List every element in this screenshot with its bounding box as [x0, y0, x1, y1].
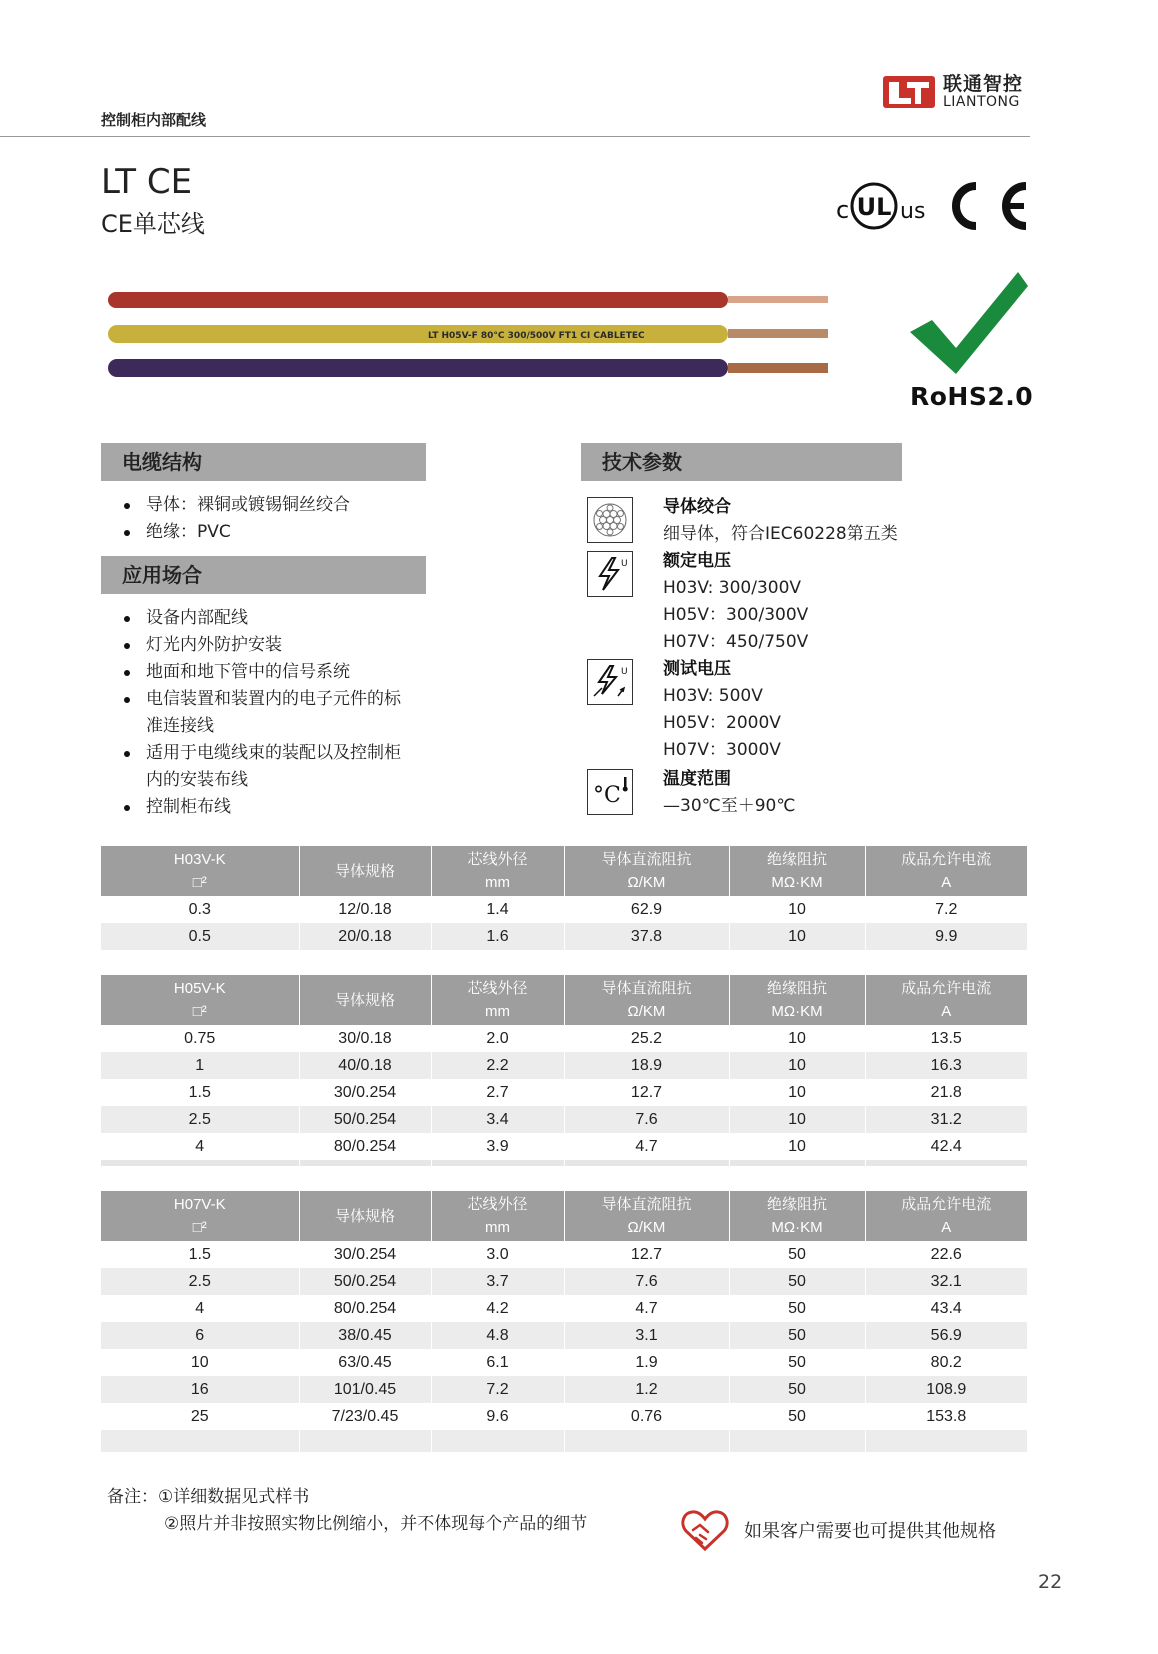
table-row — [101, 896, 1027, 923]
table-header-row — [101, 1191, 1027, 1241]
header-cell-insulation: 绝缘阻抗 MΩ·KM — [729, 1191, 865, 1241]
structure-heading: 电缆结构 — [101, 443, 426, 481]
table-cell: 50 — [729, 1268, 865, 1295]
table-row — [101, 1079, 1027, 1106]
application-item: 适用于电缆线束的装配以及控制柜 内的安装布线 — [122, 740, 401, 794]
cert-c-text: c — [836, 196, 850, 224]
tech-heading: 技术参数 — [581, 443, 902, 481]
table-cell: 3.0 — [431, 1241, 564, 1268]
table-cell: 0.5 — [101, 923, 299, 950]
table-cell: 12.7 — [564, 1079, 729, 1106]
table-row — [101, 1376, 1027, 1403]
table-cell: 10 — [729, 1106, 865, 1133]
section-title: 控制柜内部配线 — [101, 111, 207, 129]
table-cell: 2.5 — [101, 1106, 299, 1133]
table-cell: 42.4 — [865, 1133, 1027, 1160]
table-cell: 40/0.18 — [299, 1052, 431, 1079]
applications-heading: 应用场合 — [101, 556, 426, 594]
table-cell: 1.5 — [188, 1083, 211, 1101]
table-row — [101, 1133, 1027, 1160]
table-cell: 7.2 — [865, 896, 1027, 923]
table-cell: 3.1 — [564, 1322, 729, 1349]
liantong-logo-icon — [883, 74, 935, 110]
table-cell: 56.9 — [865, 1322, 1027, 1349]
cert-us-text: us — [900, 199, 926, 224]
header-cell-resistance: 导体直流阻抗 Ω/KM — [564, 846, 729, 896]
param-value: 细导体，符合IEC60228第五类 — [663, 524, 898, 544]
table-cell — [729, 1160, 865, 1166]
svg-text:U: U — [621, 667, 628, 677]
table-cell: 4 — [195, 1137, 205, 1155]
param-title: 额定电压 — [663, 551, 731, 571]
table-cell: 153.8 — [865, 1403, 1027, 1430]
cable-print-text: LT H05V-F 80°C 300/500V FT1 CI CABLETEC — [428, 331, 645, 341]
table-cell: 4.7 — [564, 1295, 729, 1322]
table-row — [101, 1295, 1027, 1322]
header-cell-conductor: 导体规格 — [299, 846, 431, 896]
table-cell: 30/0.18 — [299, 1025, 431, 1052]
table-cell: 43.4 — [865, 1295, 1027, 1322]
handshake-heart-icon — [680, 1505, 730, 1555]
contact-text: 如果客户需要也可提供其他规格 — [744, 1521, 996, 1542]
table-row — [101, 1268, 1027, 1295]
application-item: 地面和地下管中的信号系统 — [122, 659, 401, 686]
header-cell-type: H03V-K □² — [101, 846, 299, 896]
table-cell: 30/0.254 — [299, 1241, 431, 1268]
table-cell: 12/0.18 — [299, 896, 431, 923]
table-cell: 25.2 — [564, 1025, 729, 1052]
application-item: 设备内部配线 — [122, 605, 401, 632]
table-cell: 4.7 — [564, 1133, 729, 1160]
table-cell — [564, 1430, 729, 1452]
table-cell: 7/23/0.45 — [299, 1403, 431, 1430]
table-cell: 25 — [190, 1407, 209, 1425]
table-cell: 1.2 — [564, 1376, 729, 1403]
table-cell: 108.9 — [865, 1376, 1027, 1403]
svg-text:U: U — [621, 559, 628, 569]
table-cell: 50 — [729, 1349, 865, 1376]
application-item: 控制柜布线 — [122, 794, 401, 821]
param-value: H05V：300/300V — [663, 605, 809, 625]
header-cell-diameter: 芯线外径 mm — [431, 846, 564, 896]
table-cell: 0.76 — [564, 1403, 729, 1430]
table-cell: 0.75 — [184, 1029, 216, 1047]
table-cell: 7.6 — [564, 1106, 729, 1133]
table-cell: 80/0.254 — [299, 1133, 431, 1160]
table-cell: 37.8 — [564, 923, 729, 950]
header-cell-diameter: 芯线外径 mm — [431, 1191, 564, 1241]
application-item: 灯光内外防护安装 — [122, 632, 401, 659]
spec-table-h05v — [101, 975, 1027, 1166]
red-cable — [108, 292, 828, 308]
table-empty-row — [101, 1430, 1027, 1452]
table-cell: 63/0.45 — [299, 1349, 431, 1376]
table-cell — [865, 1160, 1027, 1166]
table-cell: 32.1 — [865, 1268, 1027, 1295]
table-cell — [431, 1160, 564, 1166]
table-cell: 4.2 — [431, 1295, 564, 1322]
table-cell: 3.4 — [431, 1106, 564, 1133]
table-cell: 50/0.254 — [299, 1106, 431, 1133]
table-cell: 10 — [729, 1079, 865, 1106]
table-row — [101, 1403, 1027, 1430]
param-value: H03V: 300/300V — [663, 578, 802, 598]
table-cell: 50 — [729, 1241, 865, 1268]
header-cell-insulation: 绝缘阻抗 MΩ·KM — [729, 975, 865, 1025]
table-cell: 12.7 — [564, 1241, 729, 1268]
table-cell — [865, 1430, 1027, 1452]
table-cell: 3.9 — [431, 1133, 564, 1160]
table-cell: 4.8 — [431, 1322, 564, 1349]
table-cell — [299, 1430, 431, 1452]
param-title: 测试电压 — [663, 659, 731, 679]
table-cell — [431, 1430, 564, 1452]
table-row — [101, 923, 1027, 950]
header-cell-conductor: 导体规格 — [299, 1191, 431, 1241]
table-cell — [564, 1160, 729, 1166]
table-cell: 10 — [729, 1025, 865, 1052]
brand-logo — [883, 74, 1023, 110]
table-cell: 4 — [195, 1299, 205, 1317]
rohs-label: RoHS2.0 — [910, 382, 1034, 411]
table-cell: 1.4 — [431, 896, 564, 923]
table-cell: 1.5 — [188, 1245, 211, 1263]
table-cell: 10 — [729, 923, 865, 950]
table-cell: 1.6 — [431, 923, 564, 950]
application-item: 电信装置和装置内的电子元件的标 准连接线 — [122, 686, 401, 740]
header-cell-resistance: 导体直流阻抗 Ω/KM — [564, 1191, 729, 1241]
stranded-conductor-icon — [587, 497, 633, 543]
table-cell: 50 — [729, 1295, 865, 1322]
table-cell: 22.6 — [865, 1241, 1027, 1268]
table-cell: 2.0 — [431, 1025, 564, 1052]
header-cell-conductor: 导体规格 — [299, 975, 431, 1025]
header-cell-current: 成品允许电流 A — [865, 975, 1027, 1025]
rated-voltage-icon — [587, 551, 633, 597]
table-row — [101, 1052, 1027, 1079]
table-cell: 31.2 — [865, 1106, 1027, 1133]
table-cell: 7.2 — [431, 1376, 564, 1403]
table-cell: 80/0.254 — [299, 1295, 431, 1322]
table-cell: 13.5 — [865, 1025, 1027, 1052]
header-cell-type: H05V-K □² — [101, 975, 299, 1025]
table-cell: 16.3 — [865, 1052, 1027, 1079]
table-cell: 6 — [101, 1322, 299, 1349]
footnote-line: ②照片并非按照实物比例缩小，并不体现每个产品的细节 — [164, 1514, 588, 1534]
logo-chinese-name: 联通智控 — [943, 72, 1024, 95]
table-cell — [101, 1430, 299, 1452]
logo-english-name: LIANTONG — [943, 93, 1020, 110]
table-cell: 80.2 — [865, 1349, 1027, 1376]
table-header-row — [101, 846, 1027, 896]
table-cell: 50 — [729, 1322, 865, 1349]
certification-marks — [836, 170, 1032, 234]
table-spacer-row — [101, 1160, 1027, 1166]
header-divider — [0, 136, 1030, 137]
table-cell: 2.5 — [101, 1268, 299, 1295]
ul-mark-icon — [836, 184, 925, 228]
table-cell: 1.9 — [564, 1349, 729, 1376]
structure-list — [122, 492, 350, 546]
header-cell-current: 成品允许电流 A — [865, 846, 1027, 896]
cert-ul-text: UL — [856, 193, 892, 221]
table-cell: 3.7 — [431, 1268, 564, 1295]
param-value: H07V：450/750V — [663, 632, 809, 652]
structure-item: 绝缘：PVC — [122, 519, 350, 546]
table-cell: 10 — [190, 1353, 209, 1371]
param-title: 导体绞合 — [663, 497, 731, 517]
table-cell: 7.6 — [564, 1268, 729, 1295]
table-cell: 2.7 — [431, 1079, 564, 1106]
table-cell — [101, 1160, 299, 1166]
table-row — [101, 1349, 1027, 1376]
table-cell: 10 — [729, 896, 865, 923]
table-cell: 16 — [101, 1376, 299, 1403]
product-subtitle: CE单芯线 — [101, 210, 205, 238]
footnotes — [107, 1484, 587, 1538]
param-title: 温度范围 — [663, 769, 731, 789]
cable-product-photo — [108, 280, 878, 390]
ce-mark-icon — [956, 186, 1026, 226]
temperature-icon — [587, 769, 633, 815]
param-value: H03V: 500V — [663, 686, 763, 706]
param-value: —30℃至＋90℃ — [663, 796, 796, 816]
header-cell-diameter: 芯线外径 mm — [431, 975, 564, 1025]
yellow-cable — [108, 325, 828, 343]
table-cell: 50 — [729, 1403, 865, 1430]
test-voltage-icon — [587, 659, 633, 705]
param-value: H05V：2000V — [663, 713, 781, 733]
spec-table-h07v — [101, 1191, 1027, 1452]
table-cell — [299, 1160, 431, 1166]
table-cell: 9.9 — [865, 923, 1027, 950]
table-cell: 0.3 — [188, 900, 211, 918]
applications-list — [122, 605, 401, 821]
table-cell: 20/0.18 — [299, 923, 431, 950]
product-title: LT CE — [101, 162, 193, 202]
table-header-row — [101, 975, 1027, 1025]
table-row — [101, 1322, 1027, 1349]
table-cell: 18.9 — [564, 1052, 729, 1079]
param-value: H07V：3000V — [663, 740, 781, 760]
table-cell: 21.8 — [865, 1079, 1027, 1106]
structure-item: 导体：裸铜或镀锡铜丝绞合 — [122, 492, 350, 519]
page-number: 22 — [1038, 1571, 1063, 1593]
rohs-checkmark-icon — [910, 272, 1028, 382]
header-cell-current: 成品允许电流 A — [865, 1191, 1027, 1241]
svg-text:°C: °C — [593, 783, 621, 808]
footnote-line: 备注：①详细数据见式样书 — [107, 1487, 310, 1507]
table-cell: 10 — [729, 1133, 865, 1160]
table-cell — [729, 1430, 865, 1452]
header-cell-type: H07V-K □² — [101, 1191, 299, 1241]
table-cell: 6.1 — [431, 1349, 564, 1376]
header-cell-resistance: 导体直流阻抗 Ω/KM — [564, 975, 729, 1025]
table-cell: 101/0.45 — [299, 1376, 431, 1403]
table-cell: 62.9 — [564, 896, 729, 923]
spec-table-h03v — [101, 846, 1027, 950]
purple-cable — [108, 359, 828, 377]
table-cell: 38/0.45 — [299, 1322, 431, 1349]
table-cell: 2.2 — [431, 1052, 564, 1079]
table-row — [101, 1241, 1027, 1268]
table-row — [101, 1106, 1027, 1133]
table-cell: 50/0.254 — [299, 1268, 431, 1295]
table-cell: 30/0.254 — [299, 1079, 431, 1106]
table-cell: 1 — [101, 1052, 299, 1079]
header-cell-insulation: 绝缘阻抗 MΩ·KM — [729, 846, 865, 896]
table-cell: 9.6 — [431, 1403, 564, 1430]
table-row — [101, 1025, 1027, 1052]
table-cell: 50 — [729, 1376, 865, 1403]
custom-spec-notice — [680, 1505, 996, 1555]
table-cell: 10 — [729, 1052, 865, 1079]
